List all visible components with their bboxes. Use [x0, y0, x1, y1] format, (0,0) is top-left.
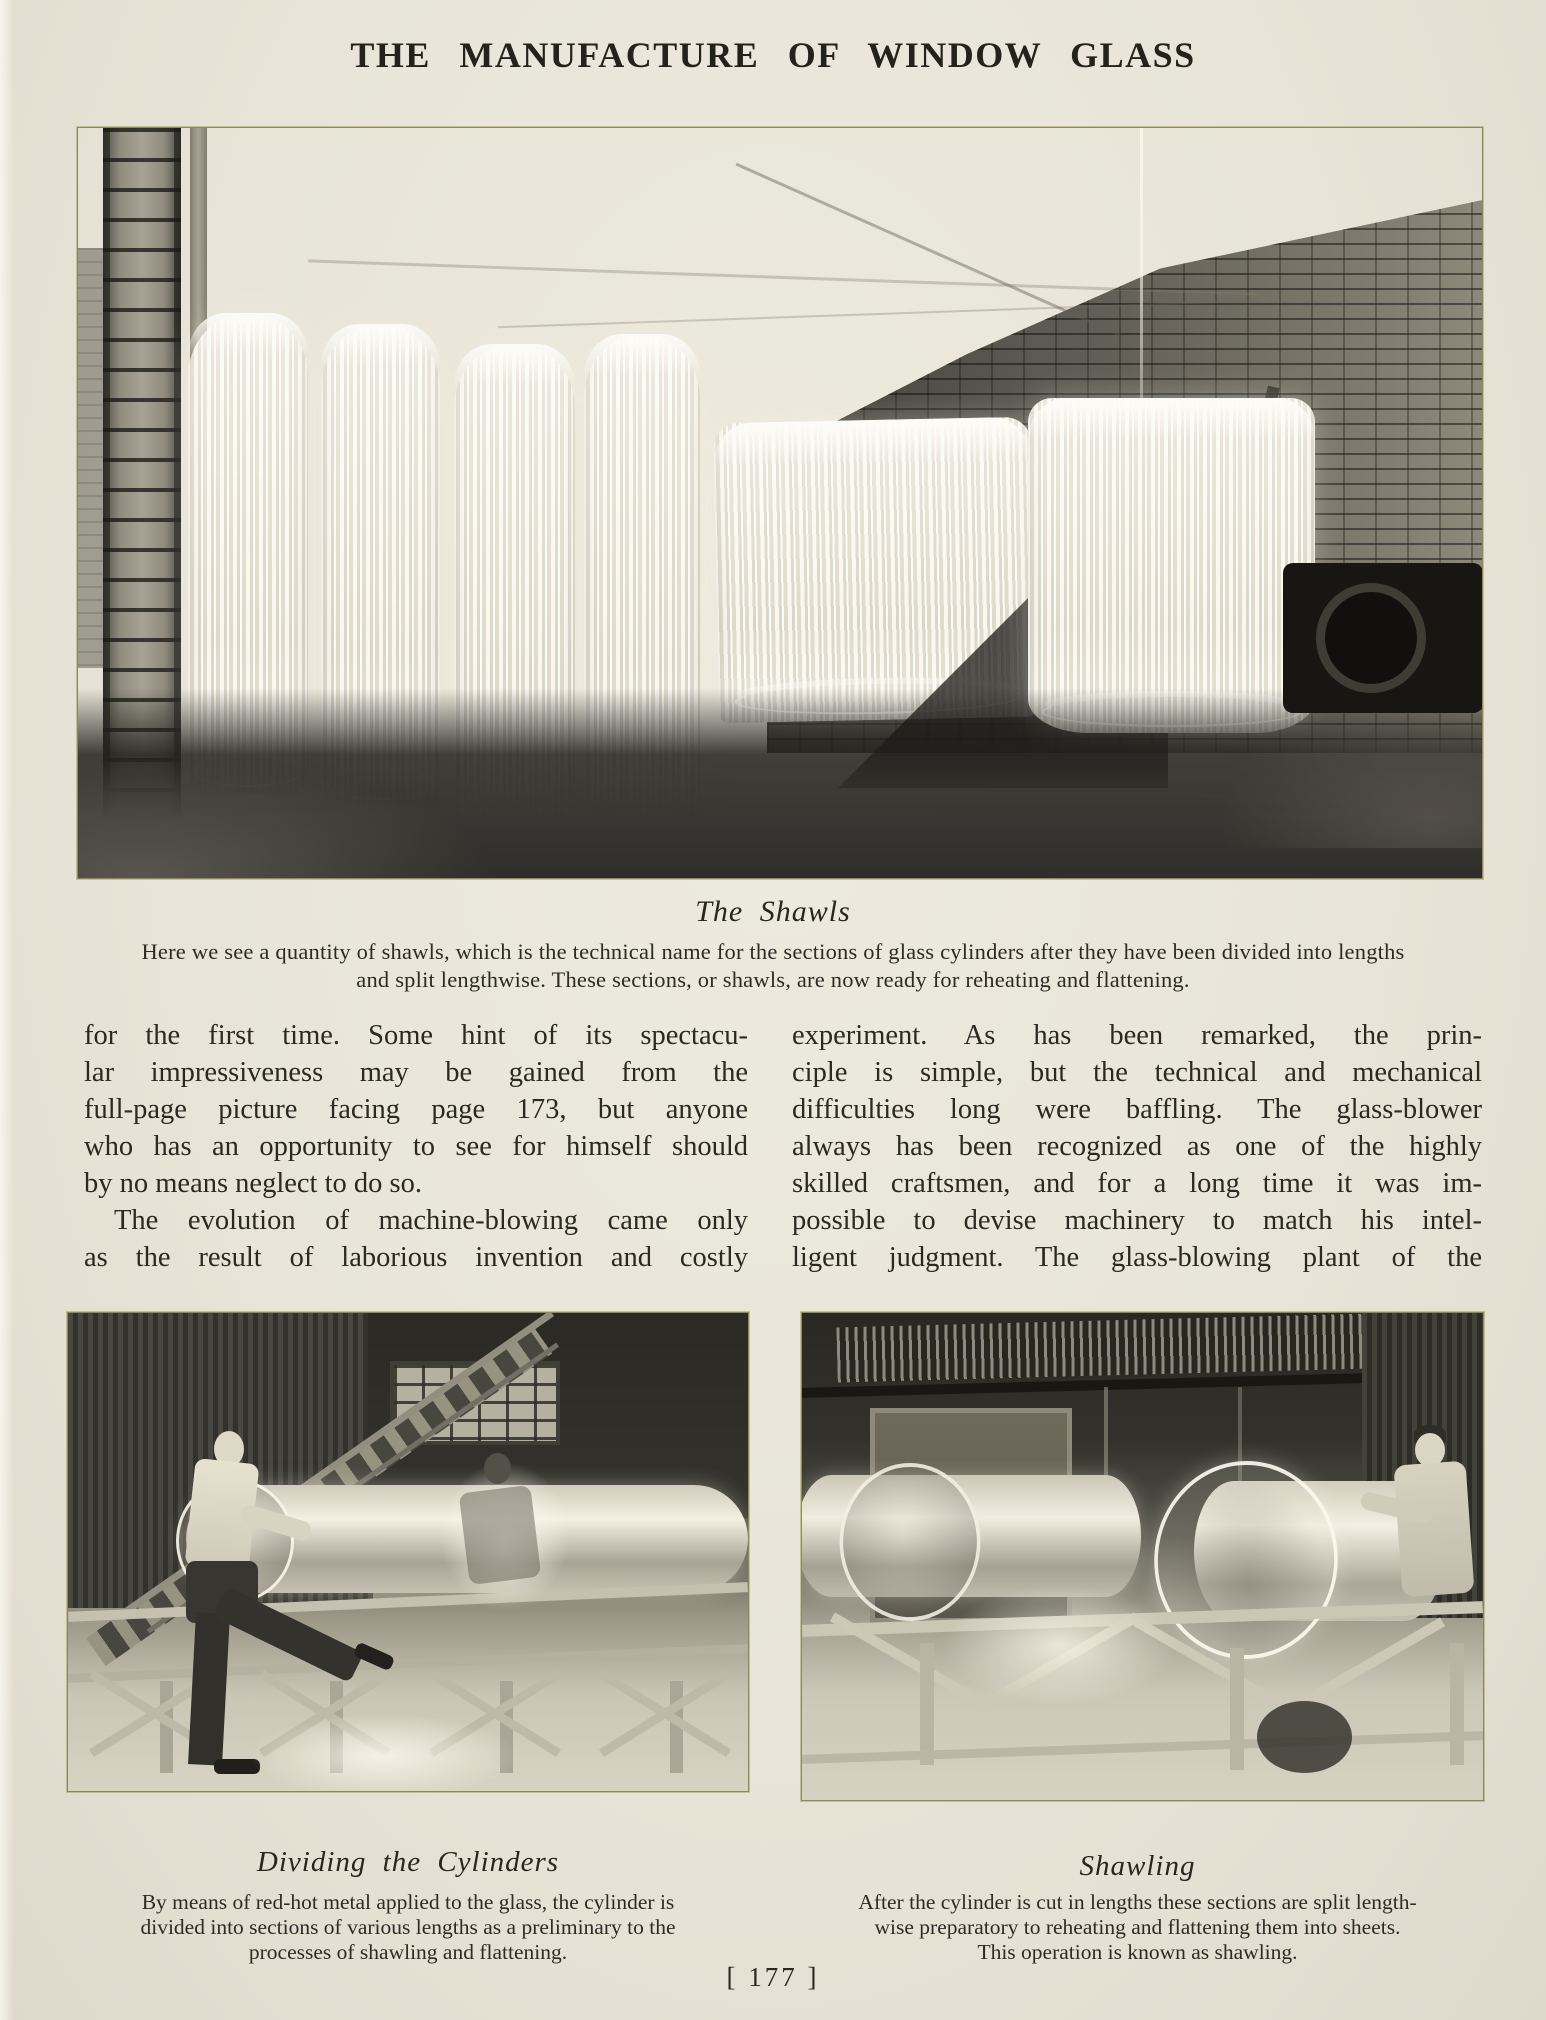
body-text-line: for the first time. Some hint of its spectacu-	[84, 1020, 748, 1051]
glass-shawl-slab-shape	[1028, 398, 1315, 733]
body-text-line: by no means neglect to do so.	[84, 1168, 422, 1199]
main-figure-caption-line: and split lengthwise. These sections, or shawls, are now ready for reheating and flattening.	[356, 967, 1190, 992]
floor-light-patch	[1222, 698, 1482, 848]
body-text-line: The evolution of machine-blowing came only	[114, 1205, 748, 1236]
standing-worker-figure	[188, 1612, 230, 1766]
left-figure-caption-title: Dividing the Cylinders	[256, 1846, 560, 1878]
machine-wheel-shape	[1316, 583, 1426, 693]
right-figure-caption-line: After the cylinder is cut in lengths these sections are split length-	[858, 1890, 1417, 1914]
worker-figure	[1393, 1461, 1474, 1598]
floor-glare-patch	[248, 1713, 518, 1791]
page-number: [ 177 ]	[726, 1962, 820, 1992]
shawling-photo	[802, 1313, 1483, 1800]
dividing-cylinders-photo	[68, 1313, 748, 1791]
left-figure-caption-line: divided into sections of various lengths as a preliminary to the	[140, 1915, 676, 1939]
page-title: THE MANUFACTURE OF WINDOW GLASS	[350, 35, 1196, 75]
roof-truss-line	[308, 259, 1258, 295]
body-text-line: as the result of laborious invention and costly	[84, 1242, 748, 1273]
body-text-line: lar impressiveness may be gained from the	[84, 1057, 748, 1088]
body-text-line: always has been recognized as one of the highly	[792, 1131, 1482, 1162]
body-text-line: ligent judgment. The glass-blowing plant of the	[792, 1242, 1482, 1273]
right-figure-caption-title: Shawling	[1079, 1850, 1196, 1882]
glass-glare-patch	[942, 1585, 1177, 1705]
seated-worker-figure	[459, 1485, 542, 1585]
body-text-line: skilled craftsmen, and for a long time it was im-	[792, 1168, 1482, 1199]
shadow-blob-shape	[1257, 1701, 1352, 1773]
trestle-post-shape	[920, 1643, 934, 1765]
main-figure-caption-title: The Shawls	[695, 895, 851, 928]
body-text-line: full-page picture facing page 173, but anyone	[84, 1094, 748, 1125]
trestle-rail-shape	[68, 1644, 748, 1683]
main-figure-caption-line: Here we see a quantity of shawls, which is the technical name for the sections of glass cylinders after they have been divided into lengths	[141, 939, 1405, 964]
body-text-line: possible to devise machinery to match his intel-	[792, 1205, 1482, 1236]
right-figure-caption-line: wise preparatory to reheating and flattening them into sheets.	[874, 1915, 1401, 1939]
body-text-line: difficulties long were baffling. The glass-blower	[792, 1094, 1482, 1125]
right-figure-caption-line: This operation is known as shawling.	[977, 1940, 1298, 1964]
body-text-line: experiment. As has been remarked, the prin-	[792, 1020, 1482, 1051]
trestle-rail-shape	[802, 1731, 1483, 1764]
left-figure-caption-line: By means of red-hot metal applied to the glass, the cylinder is	[141, 1890, 675, 1914]
body-text-line: who has an opportunity to see for himself should	[84, 1131, 748, 1162]
trestle-post-shape	[1450, 1643, 1464, 1765]
scan-edge-highlight	[0, 0, 14, 2020]
trestle-post-shape	[1230, 1648, 1244, 1770]
shawls-photo	[78, 128, 1482, 878]
body-text-line: ciple is simple, but the technical and mechanical	[792, 1057, 1482, 1088]
left-figure-caption-line: processes of shawling and flattening.	[248, 1940, 568, 1964]
seated-worker-figure	[484, 1453, 511, 1484]
floor-light-patch	[78, 758, 498, 878]
